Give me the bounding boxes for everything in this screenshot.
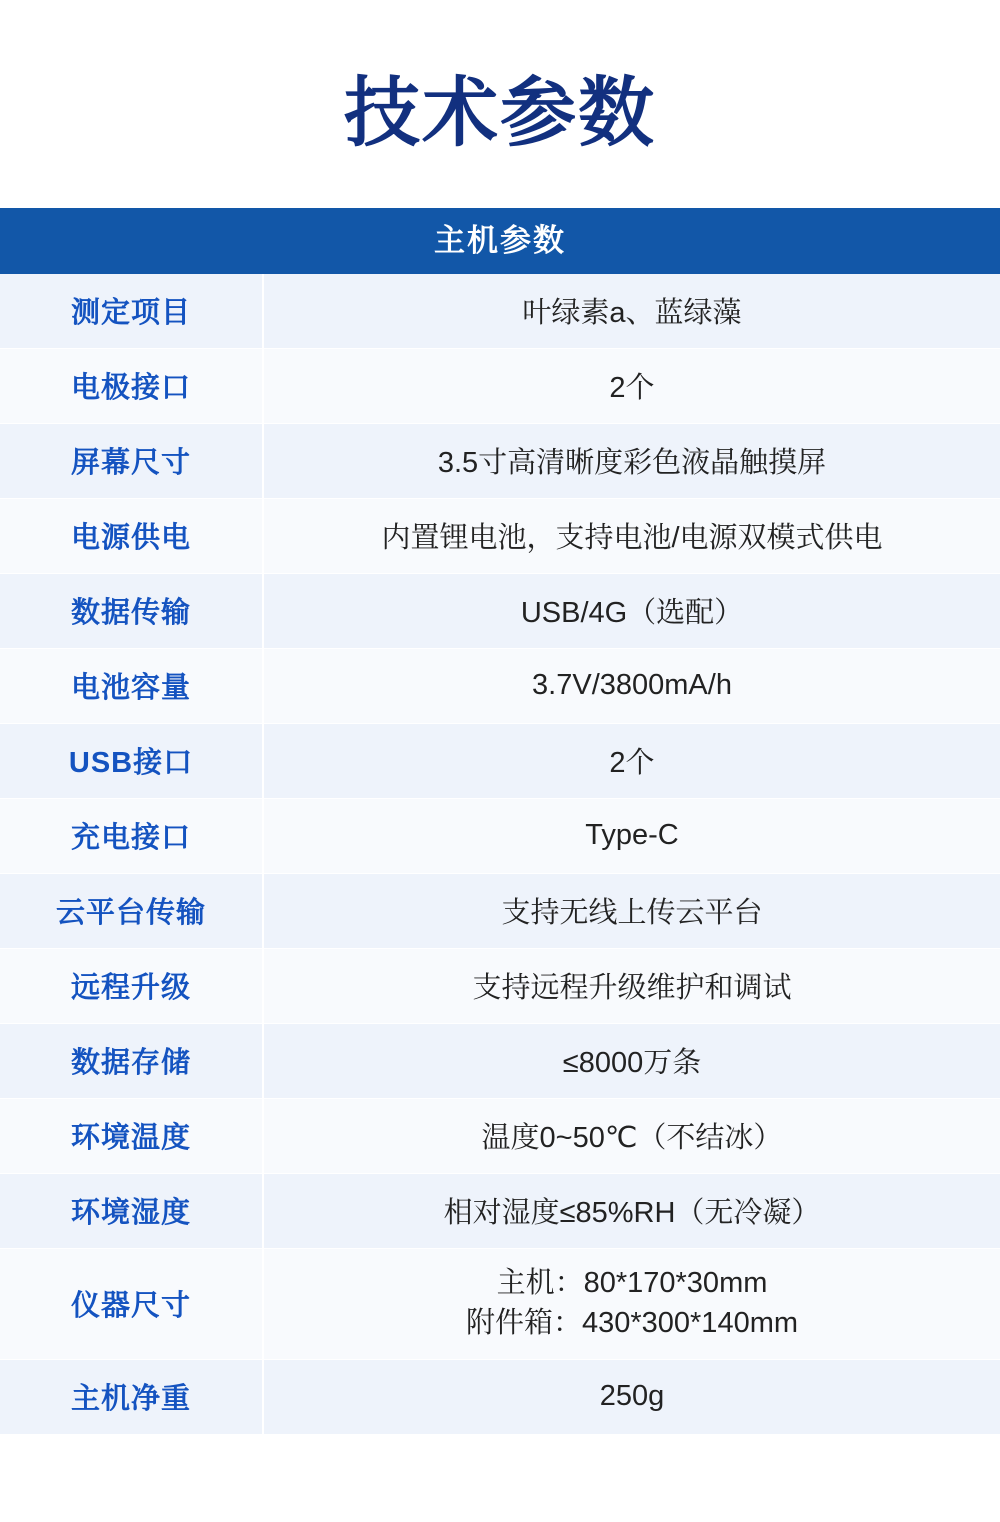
row-label: 环境温度 [0, 1098, 263, 1173]
table-row [0, 648, 1000, 723]
table-row [0, 274, 1000, 349]
table-row [0, 948, 1000, 1023]
bottom-spacer [0, 1435, 1000, 1447]
table-row [0, 1098, 1000, 1173]
row-label: 屏幕尺寸 [0, 423, 263, 498]
row-label: 电池容量 [0, 648, 263, 723]
row-label: 数据存储 [0, 1023, 263, 1098]
row-label: 环境湿度 [0, 1173, 263, 1248]
row-value-line-2: 附件箱：430*300*140mm [465, 1306, 799, 1339]
table-row [0, 798, 1000, 873]
row-value: 2个 [263, 723, 1000, 798]
row-label: 数据传输 [0, 573, 263, 648]
row-value: 3.7V/3800mA/h [263, 648, 1000, 723]
table-row [0, 573, 1000, 648]
row-label: 远程升级 [0, 948, 263, 1023]
table-row [0, 498, 1000, 573]
row-value-line-1: 主机：80*170*30mm [496, 1267, 768, 1300]
row-value: USB/4G（选配） [263, 573, 1000, 648]
row-label: 充电接口 [0, 798, 263, 873]
table-row [0, 723, 1000, 798]
row-value: 内置锂电池，支持电池/电源双模式供电 [263, 498, 1000, 573]
row-label: 主机净重 [0, 1359, 263, 1434]
row-label: 测定项目 [0, 274, 263, 349]
section-header-host-params: 主机参数 [0, 208, 1000, 274]
row-label: USB接口 [0, 723, 263, 798]
table-row [0, 1248, 1000, 1359]
table-row [0, 1023, 1000, 1098]
row-value: 3.5寸高清晰度彩色液晶触摸屏 [263, 423, 1000, 498]
table-row [0, 873, 1000, 948]
row-value: 相对湿度≤85%RH（无冷凝） [263, 1173, 1000, 1248]
spec-table [0, 274, 1000, 1435]
row-label: 电极接口 [0, 348, 263, 423]
table-row [0, 423, 1000, 498]
row-value: 温度0~50℃（不结冰） [263, 1098, 1000, 1173]
page-title: 技术参数 [344, 71, 656, 156]
row-value: 250g [263, 1359, 1000, 1434]
row-label: 仪器尺寸 [0, 1248, 263, 1359]
table-row [0, 348, 1000, 423]
row-label: 电源供电 [0, 498, 263, 573]
row-label: 云平台传输 [0, 873, 263, 948]
row-value: ≤8000万条 [263, 1023, 1000, 1098]
table-row [0, 1359, 1000, 1434]
row-value: 叶绿素a、蓝绿藻 [263, 274, 1000, 349]
row-value: 支持无线上传云平台 [263, 873, 1000, 948]
table-row [0, 1173, 1000, 1248]
row-value: 支持远程升级维护和调试 [263, 948, 1000, 1023]
row-value [263, 1248, 1000, 1359]
row-value: 2个 [263, 348, 1000, 423]
row-value: Type-C [263, 798, 1000, 873]
